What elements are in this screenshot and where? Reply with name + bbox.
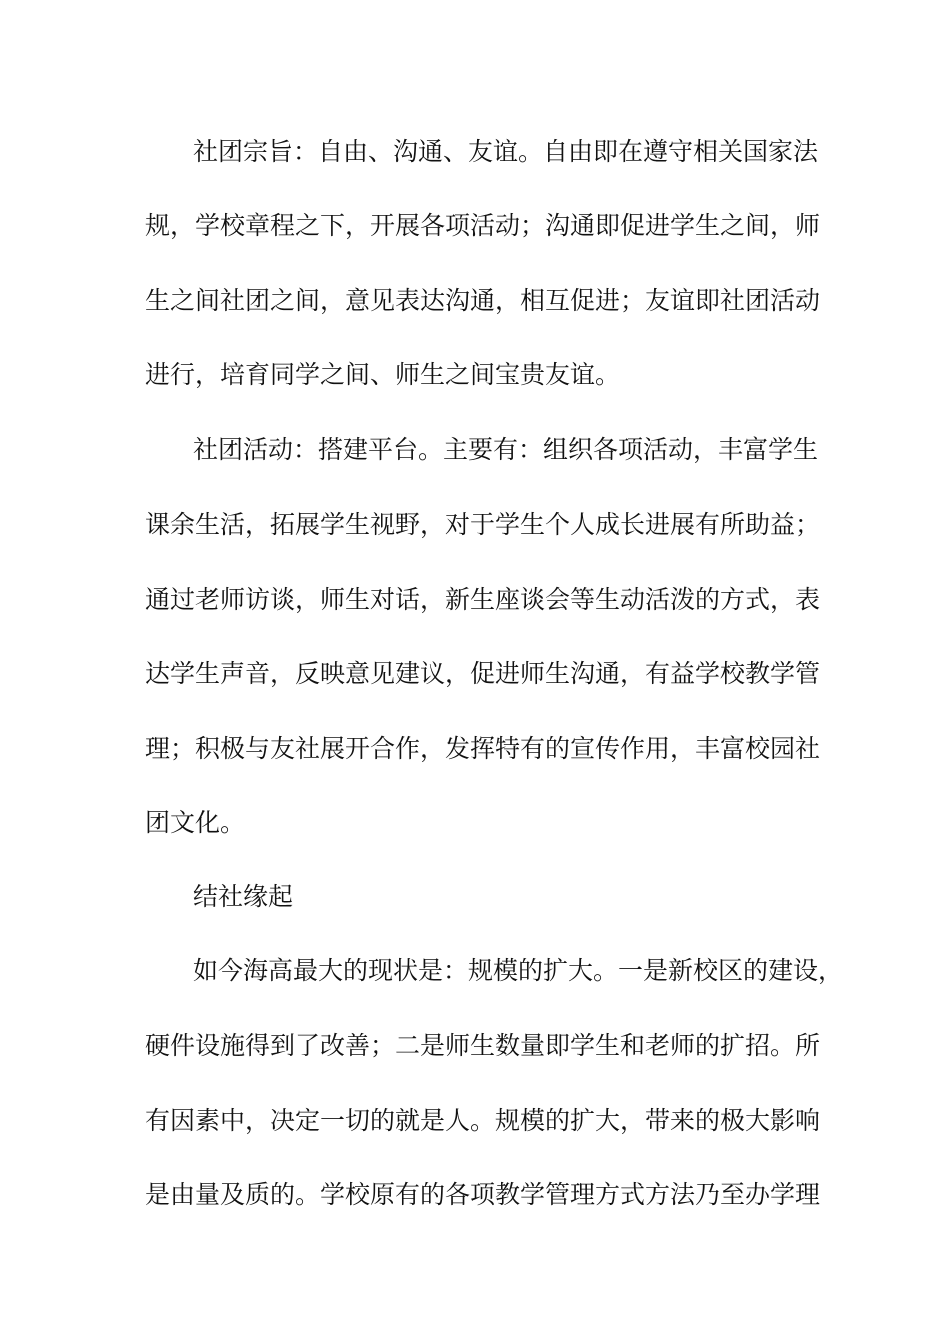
paragraph-3-line-1: 如今海高最大的现状是：规模的扩大。一是新校区的建设， <box>193 956 844 985</box>
paragraph-1-line-1: 社团宗旨：自由、沟通、友谊。自由即在遵守相关国家法 <box>193 137 819 166</box>
paragraph-1-line-2: 规，学校章程之下，开展各项活动；沟通即促进学生之间，师 <box>145 211 821 240</box>
paragraph-2-line-4: 达学生声音，反映意见建议，促进师生沟通，有益学校教学管 <box>145 659 821 688</box>
paragraph-2-line-1: 社团活动：搭建平台。主要有：组织各项活动，丰富学生 <box>193 435 819 464</box>
paragraph-2-line-5: 理；积极与友社展开合作，发挥特有的宣传作用，丰富校园社 <box>145 734 821 763</box>
paragraph-3-line-4: 是由量及质的。学校原有的各项教学管理方式方法乃至办学理 <box>145 1180 821 1209</box>
section-heading: 结社缘起 <box>193 882 294 911</box>
paragraph-2-line-3: 通过老师访谈，师生对话，新生座谈会等生动活泼的方式，表 <box>145 585 821 614</box>
paragraph-3-line-3: 有因素中，决定一切的就是人。规模的扩大，带来的极大影响 <box>145 1106 821 1135</box>
paragraph-2-line-6: 团文化。 <box>145 808 246 837</box>
paragraph-3-line-2: 硬件设施得到了改善；二是师生数量即学生和老师的扩招。所 <box>145 1031 821 1060</box>
paragraph-1-line-4: 进行，培育同学之间、师生之间宝贵友谊。 <box>145 360 621 389</box>
paragraph-1-line-3: 生之间社团之间，意见表达沟通，相互促进；友谊即社团活动 <box>145 286 821 315</box>
paragraph-2-line-2: 课余生活，拓展学生视野，对于学生个人成长进展有所助益； <box>145 510 821 539</box>
